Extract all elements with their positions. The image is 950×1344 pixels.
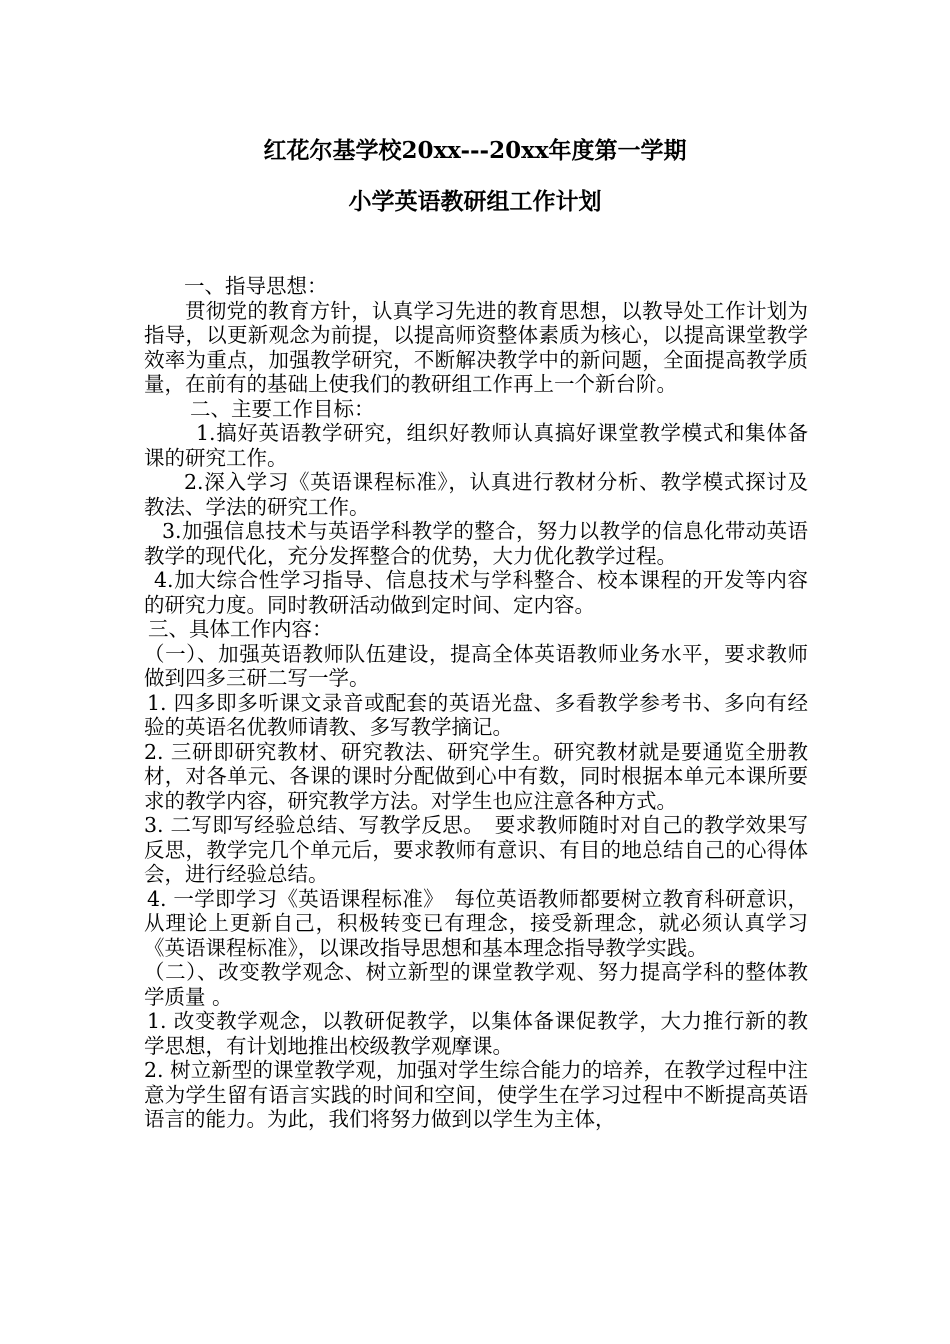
content-item-2: 2. 三研即研究教材、研究教法、研究学生。研究教材就是要通览全册教材，对各单元、各课的课时分配做到心中有数，同时根据本单元本课所要求的教学内容，研究教学方法。对学生也应注意各种方式。 [144, 739, 808, 813]
subsection-heading-2: （二）、改变教学观念、树立新型的课堂教学观、努力提高学科的整体教学质量 。 [144, 960, 808, 1009]
goal-item-1: 1.搞好英语教学研究，组织好教师认真搞好课堂教学模式和集体备课的研究工作。 [144, 421, 808, 470]
section-heading-main-goals: 二、主要工作目标： [190, 396, 375, 421]
goal-item-4: 4.加大综合性学习指导、信息技术与学科整合、校本课程的开发等内容的研究力度。同时教研活动做到定时间、定内容。 [144, 568, 808, 617]
content-item-4: 4. 一学即学习《英语课程标准》 每位英语教师都要树立教育科研意识，从理论上更新自己，积极转变已有理念，接受新理念，就必须认真学习《英语课程标准》，以课改指导思想和基本理念指导教学实践。 [144, 886, 808, 960]
document-title-line-1: 红花尔基学校20xx---20xx年度第一学期 [263, 137, 687, 164]
document-title-line-2: 小学英语教研组工作计划 [348, 188, 602, 215]
content-item-5: 1. 改变教学观念，以教研促教学，以集体备课促教学，大力推行新的教学思想，有计划地推出校级教学观摩课。 [144, 1009, 808, 1058]
section-heading-guiding-ideology: 一、指导思想： [184, 274, 328, 298]
section-heading-work-content: 三、具体工作内容： [148, 617, 333, 641]
content-item-3: 3. 二写即写经验总结、写教学反思。 要求教师随时对自己的教学效果写反思，教学完几个单元后，要求教师有意识、有目的地总结自己的心得体会，进行经验总结。 [144, 813, 808, 886]
goal-item-3: 3.加强信息技术与英语学科教学的整合，努力以教学的信息化带动英语教学的现代化，充分发挥整合的优势，大力优化教学过程。 [144, 519, 808, 568]
document-body [144, 274, 808, 1132]
goal-item-2: 2.深入学习《英语课程标准》，认真进行教材分析、教学模式探讨及教法、学法的研究工作。 [144, 470, 808, 519]
content-item-6: 2. 树立新型的课堂教学观，加强对学生综合能力的培养，在教学过程中注意为学生留有语言实践的时间和空间，使学生在学习过程中不断提高英语语言的能力。为此，我们将努力做到以学生为主体， [144, 1058, 808, 1131]
subsection-heading-1: （一）、加强英语教师队伍建设，提高全体英语教师业务水平，要求教师做到四多三研二写一学。 [144, 641, 808, 690]
content-item-1: 1. 四多即多听课文录音或配套的英语光盘、多看教学参考书、多向有经验的英语名优教师请教、多写教学摘记。 [144, 690, 808, 739]
paragraph-guiding-ideology: 贯彻党的教育方针，认真学习先进的教育思想，以教导处工作计划为指导，以更新观念为前提，以提高师资整体素质为核心，以提高课堂教学效率为重点，加强教学研究，不断解决教学中的新问题，全面提高教学质量，在前有的基础上使我们的教研组工作再上一个新台阶。 [144, 298, 808, 396]
